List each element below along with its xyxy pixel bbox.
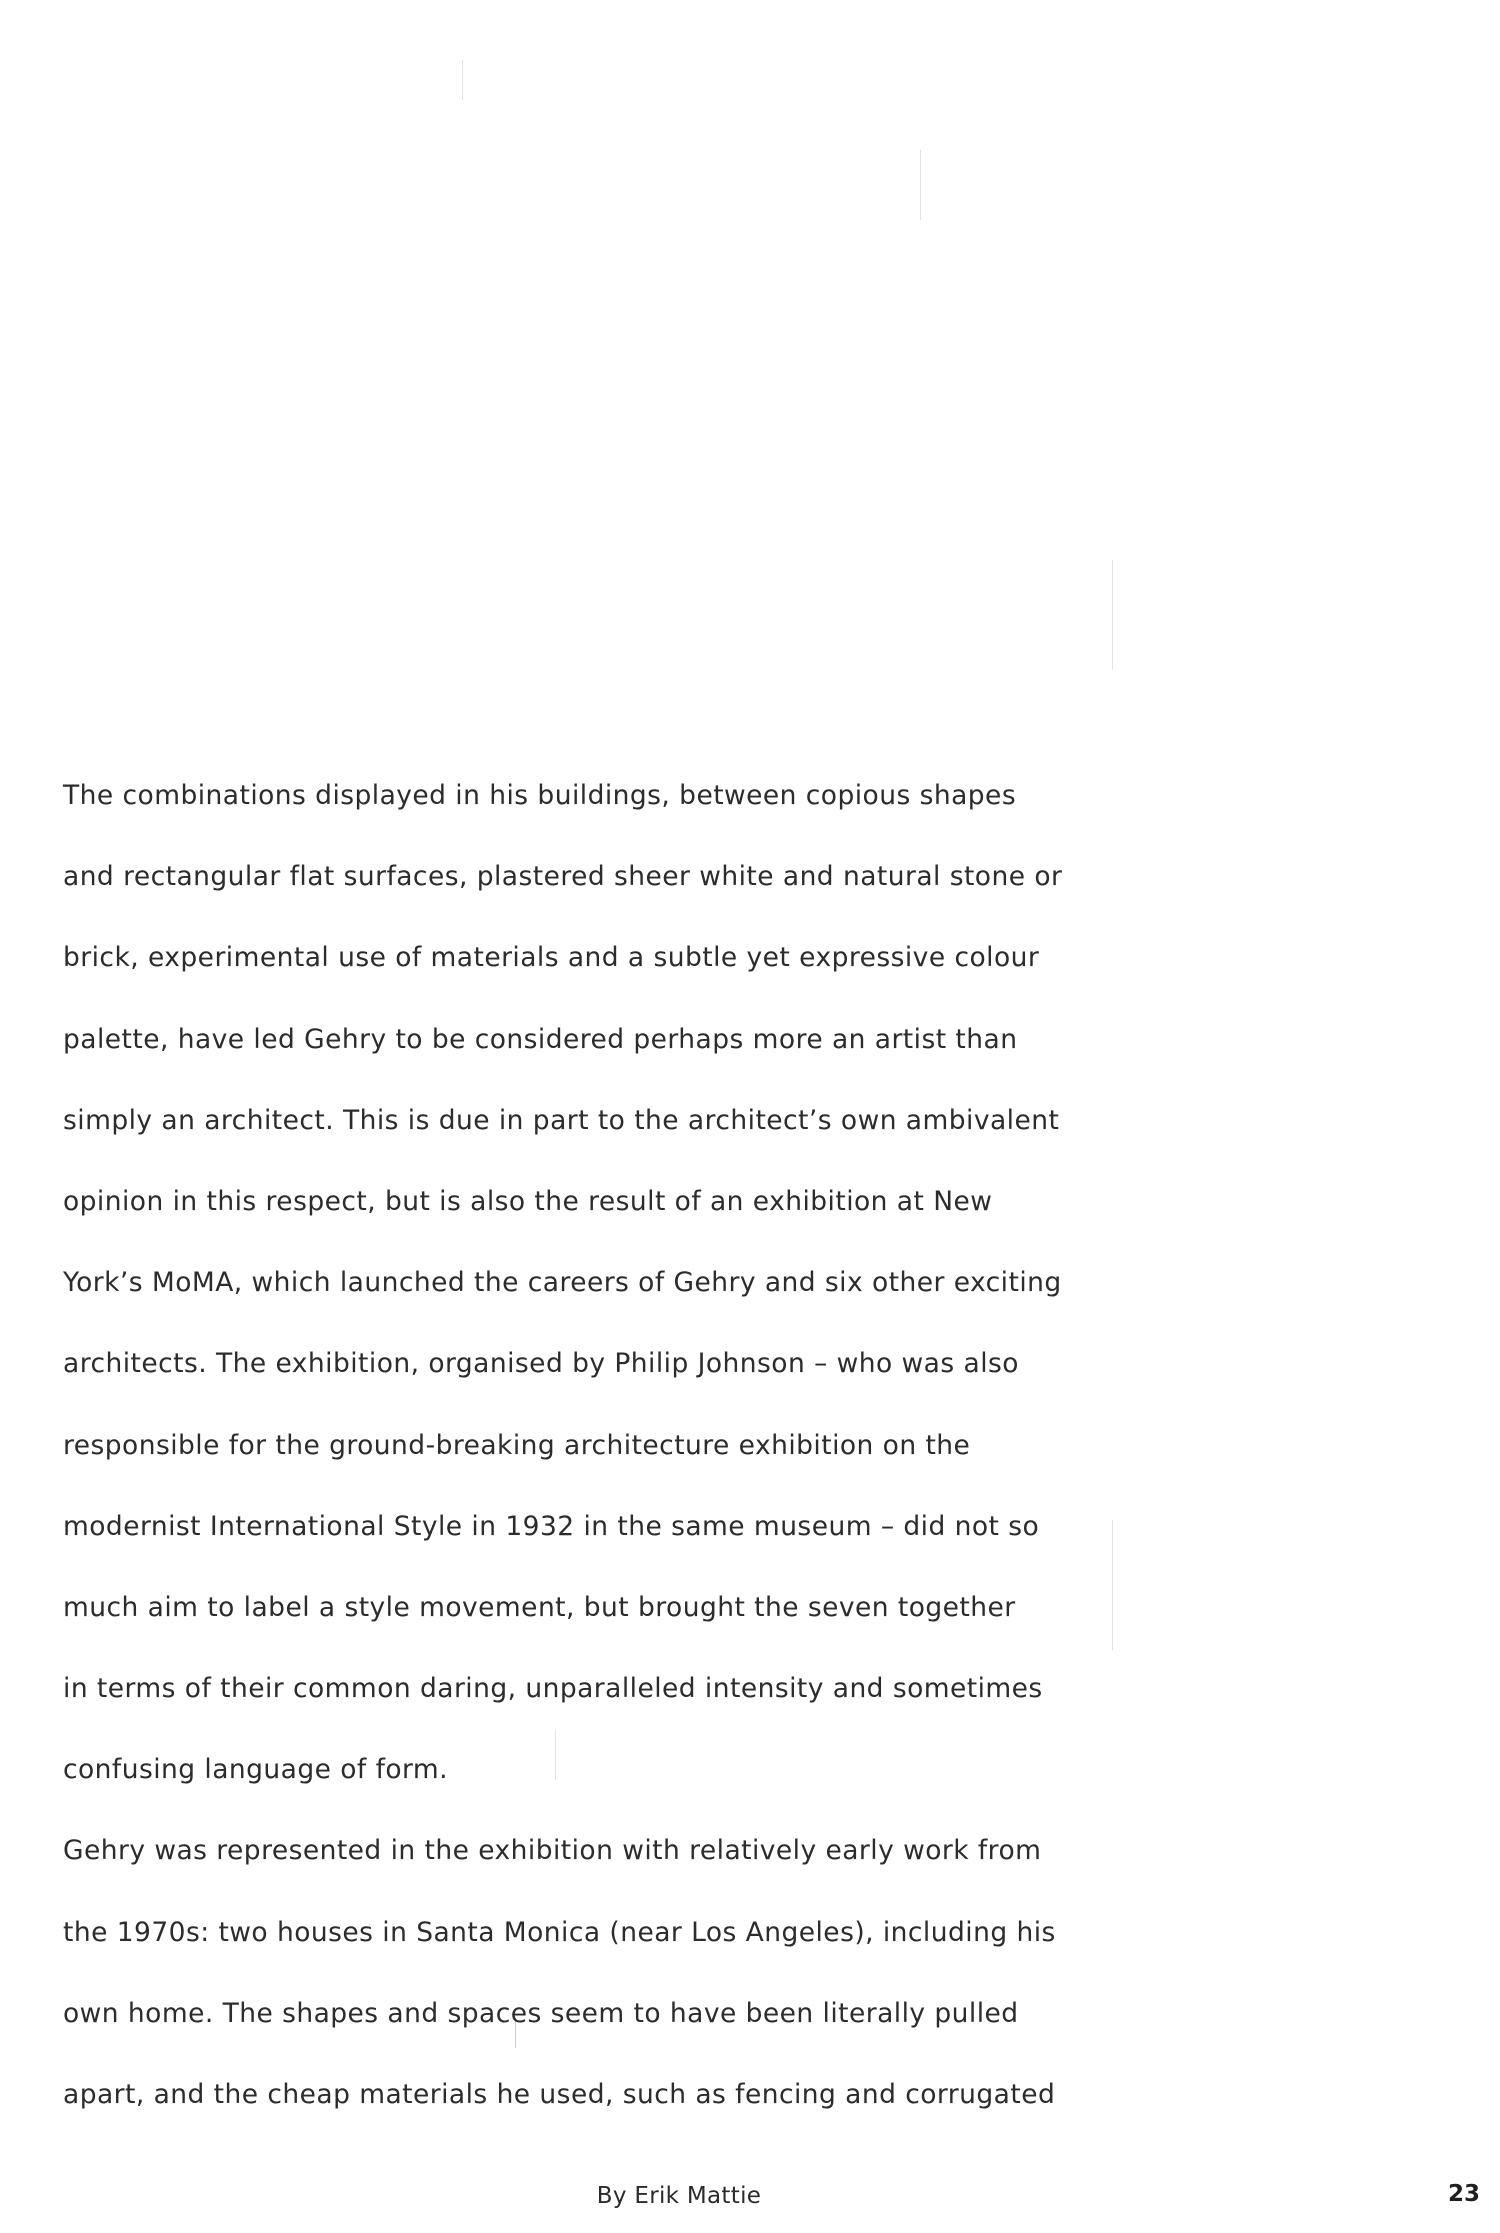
text-line: York’s MoMA, which launched the careers of Gehry and six other exciting: [63, 1267, 1062, 1299]
text-line: apart, and the cheap materials he used, such as fencing and corrugated: [63, 2079, 1056, 2110]
author-byline: By Erik Mattie: [596, 2183, 762, 2209]
text-line: much aim to label a style movement, but brought the seven together: [63, 1591, 1016, 1623]
scan-mark: [920, 150, 921, 220]
text-line: and rectangular flat surfaces, plastered sheer white and natural stone or: [63, 861, 1063, 893]
page-number: 23: [1447, 2181, 1480, 2207]
text-line: responsible for the ground-breaking architecture exhibition on the: [63, 1429, 971, 1461]
text-line: the 1970s: two houses in Santa Monica (near Los Angeles), including his: [63, 1916, 1056, 1948]
text-line: confusing language of form.: [63, 1754, 449, 1786]
paragraph-1: [63, 755, 1063, 1810]
text-line: modernist International Style in 1932 in the same museum – did not so: [63, 1510, 1040, 1542]
scan-mark: [1112, 1520, 1113, 1650]
text-line: simply an architect. This is due in part to the architect’s own ambivalent: [63, 1104, 1060, 1136]
text-line: own home. The shapes and spaces seem to have been literally pulled: [63, 1997, 1019, 2029]
paragraph-2: [63, 1810, 1056, 2135]
text-line: brick, experimental use of materials and a subtle yet expressive colour: [63, 942, 1040, 974]
text-line: in terms of their common daring, unparalleled intensity and sometimes: [63, 1673, 1043, 1705]
text-line: palette, have led Gehry to be considered perhaps more an artist than: [63, 1023, 1018, 1055]
scan-mark: [462, 60, 463, 100]
scan-mark: [1112, 560, 1113, 670]
text-line: architects. The exhibition, organised by Philip Johnson – who was also: [63, 1348, 1019, 1380]
text-line: opinion in this respect, but is also the result of an exhibition at New: [63, 1185, 993, 1217]
text-line: Gehry was represented in the exhibition with relatively early work from: [63, 1835, 1042, 1867]
text-line: The combinations displayed in his buildings, between copious shapes: [63, 780, 1017, 811]
article-body: [63, 755, 1063, 2135]
